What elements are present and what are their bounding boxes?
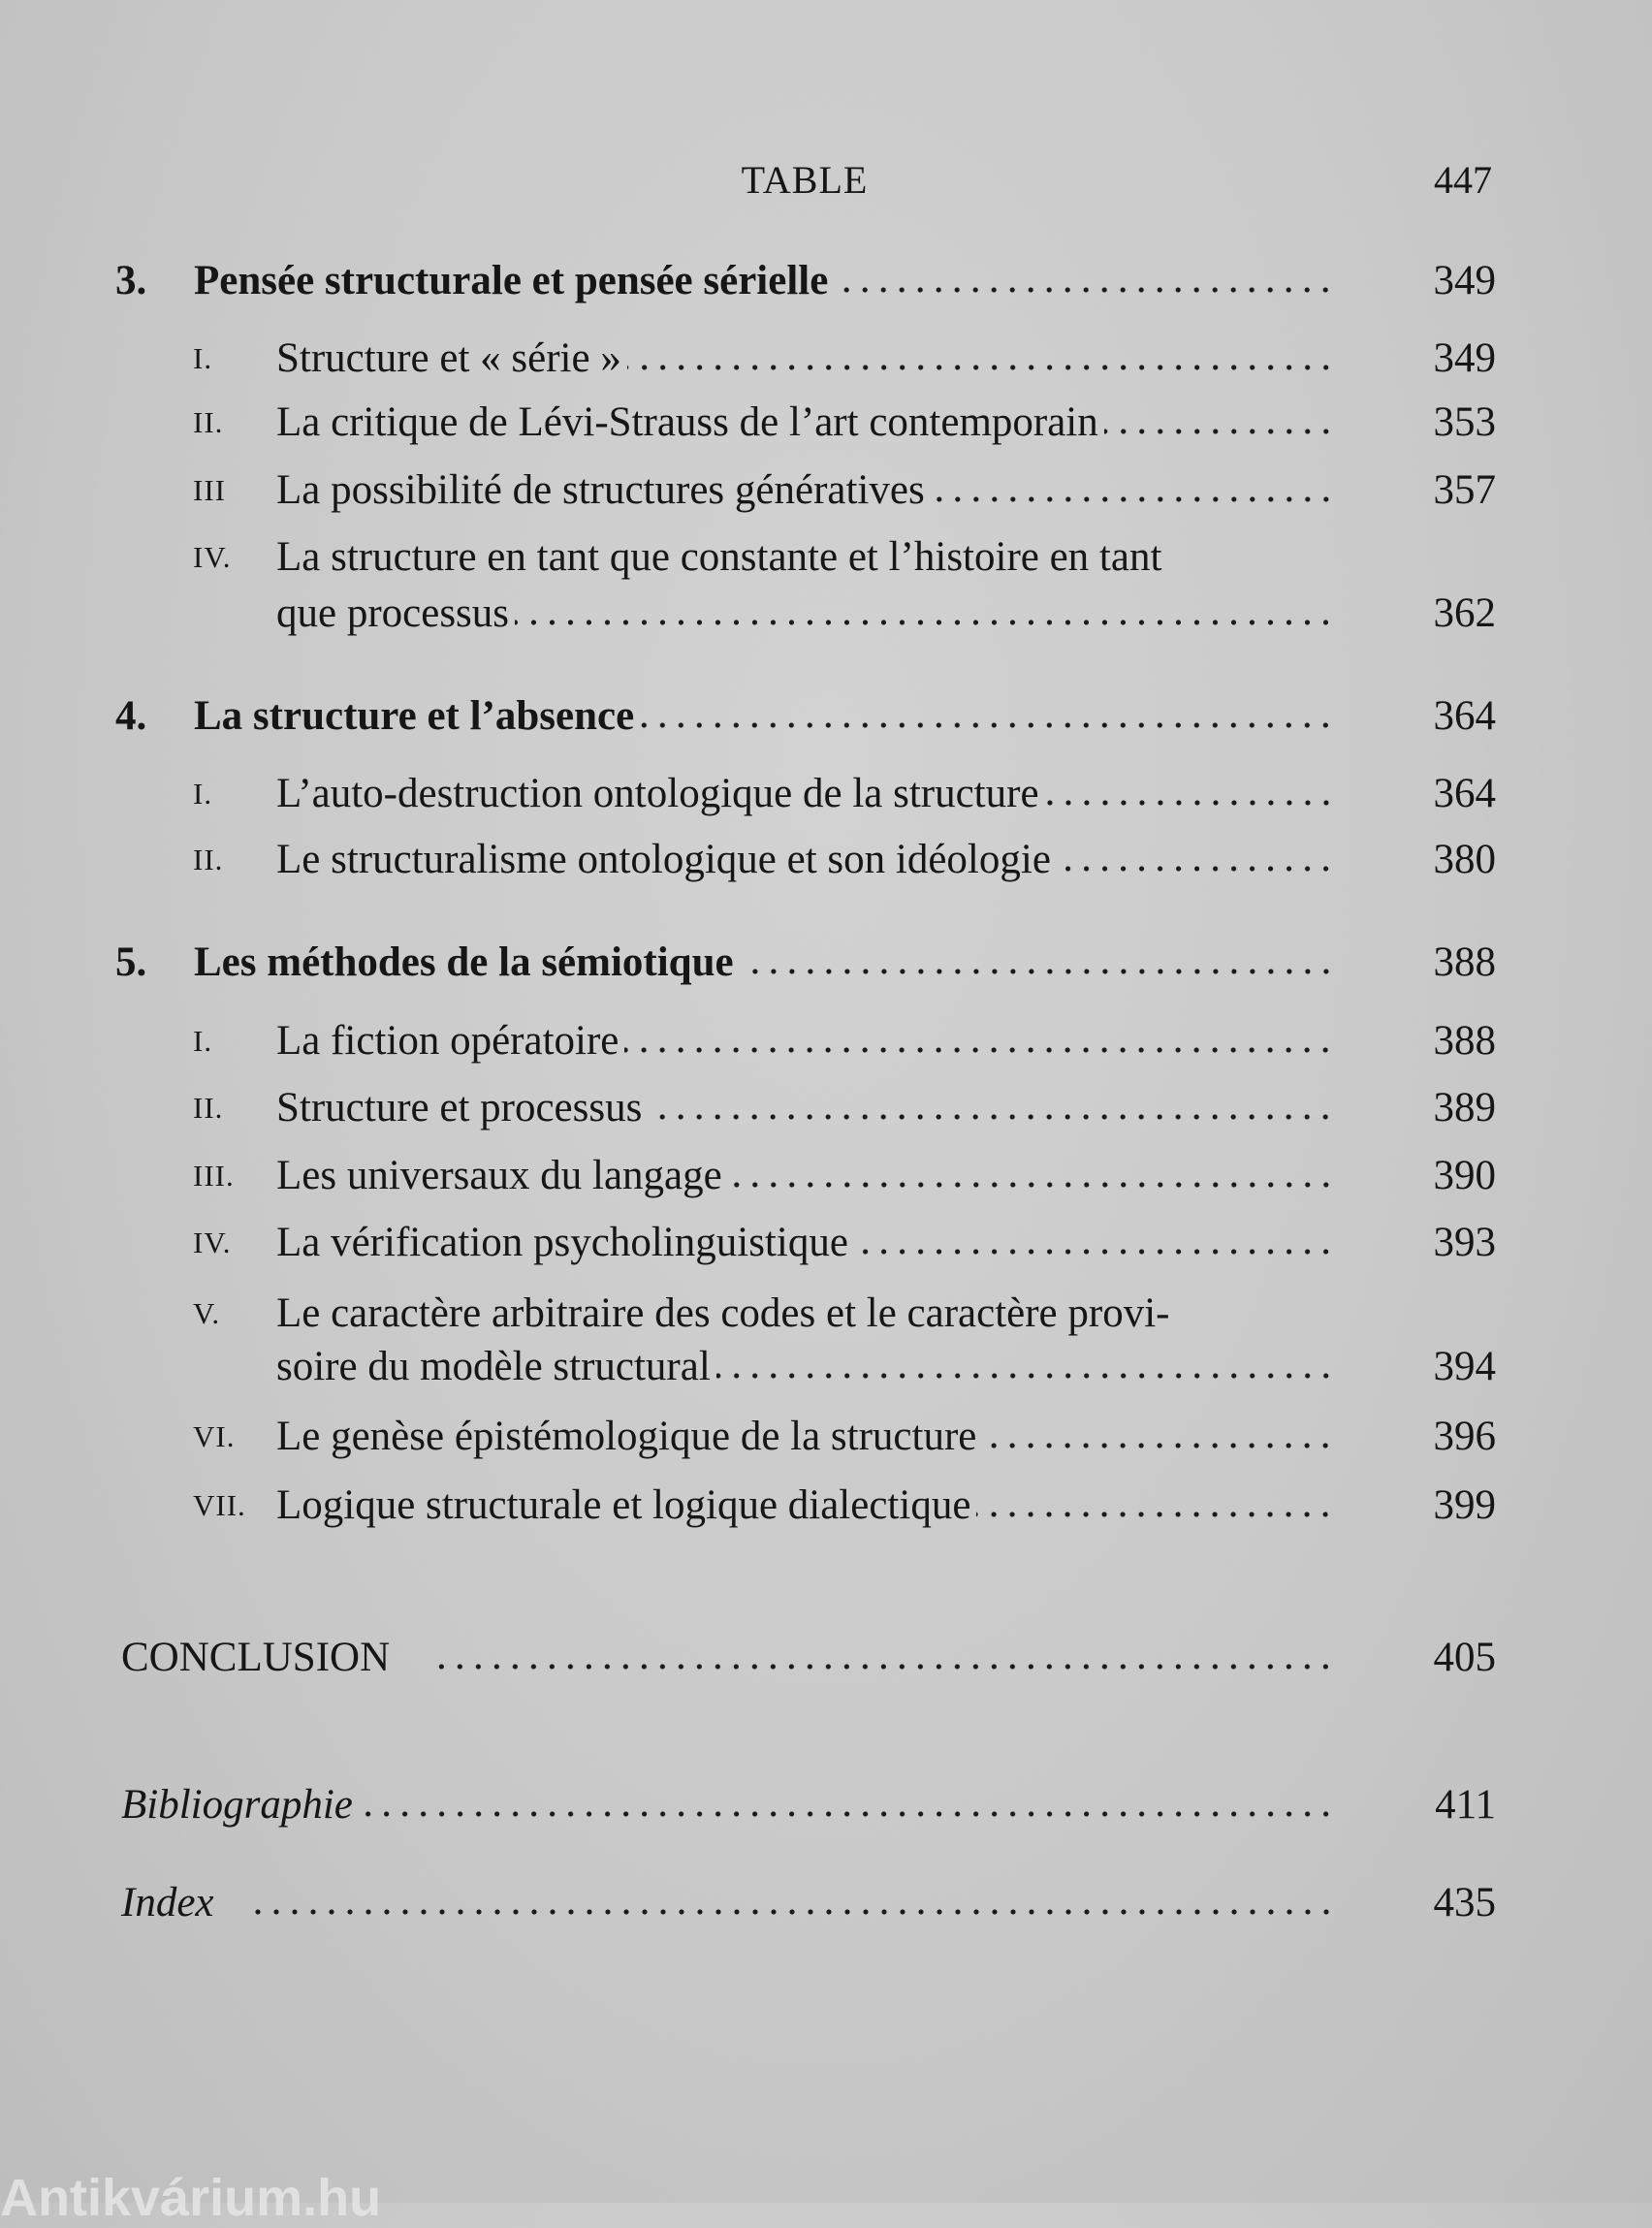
item-title: La critique de Lévi-Strauss de l’art contemporain (276, 399, 1098, 445)
dot-leader (1104, 428, 1335, 435)
toc-item (0, 1012, 1652, 1070)
toc-item (0, 1477, 1652, 1535)
dot-leader (648, 1113, 1335, 1121)
running-title: TABLE (741, 158, 869, 202)
item-title: La fiction opératoire (276, 1018, 620, 1064)
page-ref: 388 (1433, 939, 1496, 985)
item-numeral: IV. (193, 1225, 232, 1259)
dot-leader (982, 1442, 1335, 1449)
page-ref: 349 (1433, 258, 1496, 303)
item-numeral: II. (193, 1091, 224, 1125)
item-numeral: III (193, 473, 226, 507)
page-ref: 396 (1433, 1414, 1496, 1459)
dot-leader (359, 1810, 1335, 1818)
item-numeral: I. (193, 341, 213, 375)
toc-bibliographie (0, 1776, 1652, 1834)
dot-leader (627, 364, 1335, 371)
bibliographie-title: Bibliographie (121, 1782, 353, 1828)
item-title-line: La structure en tant que constante et l’histoire en tant (276, 534, 1162, 580)
page-ref: 362 (1433, 590, 1496, 636)
chapter-title: Pensée structurale et pensée sérielle (194, 258, 829, 303)
toc-item (0, 765, 1652, 823)
dot-leader (1057, 865, 1335, 873)
page-ref: 349 (1433, 335, 1496, 381)
page-ref: 364 (1433, 771, 1496, 816)
page-ref: 364 (1433, 693, 1496, 739)
page-ref: 388 (1433, 1018, 1496, 1064)
item-title: Le genèse épistémologique de la structure (276, 1414, 977, 1459)
toc-item (0, 1285, 1652, 1343)
dot-leader (931, 495, 1335, 503)
dot-leader (640, 721, 1335, 729)
toc-item (0, 1214, 1652, 1272)
toc-chapter (0, 934, 1652, 992)
item-title: Logique structurale et logique dialectique (276, 1482, 971, 1528)
item-numeral: II. (193, 843, 224, 876)
index-title: Index (121, 1880, 214, 1926)
toc-item (0, 831, 1652, 889)
dot-leader (255, 1908, 1336, 1916)
toc-item (0, 1408, 1652, 1466)
item-title-line: Le caractère arbitraire des codes et le caractère provi- (276, 1290, 1170, 1336)
page-ref: 394 (1433, 1344, 1496, 1389)
item-title: Les universaux du langage (276, 1153, 722, 1198)
chapter-number: 5. (115, 939, 147, 985)
item-numeral: IV. (193, 540, 232, 574)
item-title: La vérification psycholinguistique (276, 1220, 848, 1265)
item-numeral: V. (193, 1296, 221, 1330)
toc-conclusion (0, 1629, 1652, 1687)
dot-leader (716, 1372, 1335, 1380)
item-title: Structure et « série » (276, 335, 621, 381)
dot-leader (740, 968, 1335, 975)
page-ref: 405 (1433, 1635, 1496, 1680)
item-title: Le structuralisme ontologique et son idéologie (276, 837, 1051, 882)
dot-leader (515, 619, 1335, 626)
dot-leader (430, 1663, 1335, 1671)
chapter-number: 4. (115, 693, 147, 739)
item-numeral: I. (193, 777, 213, 811)
toc-item (0, 394, 1652, 452)
page-ref: 411 (1435, 1782, 1496, 1828)
toc-chapter (0, 252, 1652, 310)
item-title-line: que processus (276, 590, 510, 636)
item-numeral: VI. (193, 1419, 236, 1453)
item-title-line: soire du modèle structural (276, 1344, 711, 1389)
item-title: L’auto-destruction ontologique de la structure (276, 771, 1039, 816)
dot-leader (1045, 799, 1335, 807)
page-ref: 357 (1433, 467, 1496, 513)
page-ref: 353 (1433, 399, 1496, 445)
page-ref: 380 (1433, 837, 1496, 882)
dot-leader (728, 1181, 1335, 1189)
toc-item (0, 462, 1652, 520)
dot-leader (854, 1248, 1335, 1256)
toc-item-continued (0, 585, 1652, 643)
item-title: Structure et processus (276, 1085, 643, 1130)
page-ref: 390 (1433, 1153, 1496, 1198)
page-ref: 389 (1433, 1085, 1496, 1130)
watermark: Antikvárium.hu (0, 2169, 382, 2227)
chapter-title: Les méthodes de la sémiotique (194, 939, 734, 985)
toc-item-continued (0, 1338, 1652, 1396)
dot-leader (624, 1046, 1335, 1054)
dot-leader (834, 286, 1335, 294)
toc-item (0, 330, 1652, 388)
dot-leader (976, 1511, 1335, 1518)
toc-item (0, 528, 1652, 587)
toc-item (0, 1079, 1652, 1137)
chapter-title: La structure et l’absence (194, 693, 635, 739)
item-numeral: III. (193, 1159, 235, 1193)
item-numeral: VII. (193, 1488, 246, 1522)
page-ref: 393 (1433, 1220, 1496, 1265)
toc-item (0, 1147, 1652, 1205)
item-title: La possibilité de structures génératives (276, 467, 925, 513)
page-ref: 435 (1433, 1880, 1496, 1926)
page-ref: 399 (1433, 1482, 1496, 1528)
conclusion-title: CONCLUSION (121, 1635, 391, 1680)
item-numeral: II. (193, 405, 224, 439)
toc-chapter (0, 687, 1652, 746)
chapter-number: 3. (115, 258, 147, 303)
item-numeral: I. (193, 1024, 213, 1058)
page-number: 447 (1434, 158, 1492, 202)
toc-index (0, 1874, 1652, 1932)
